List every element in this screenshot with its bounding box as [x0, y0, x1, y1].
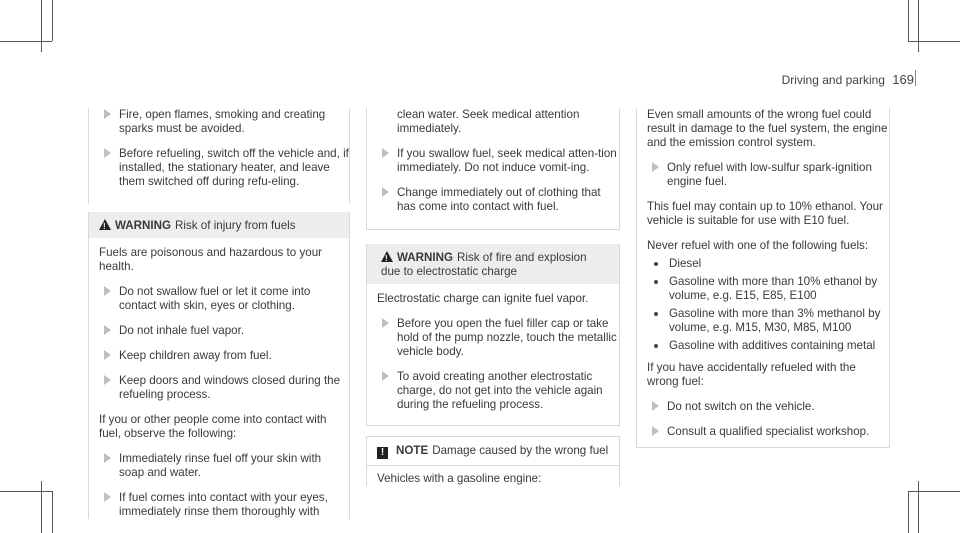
- warning-header: [89, 212, 349, 238]
- crop-mark: [908, 0, 909, 41]
- arrow-icon: [104, 148, 111, 158]
- crop-mark: [0, 491, 52, 492]
- paragraph: Even small amounts of the wrong fuel could result in damage to the fuel system, the engine and the emission control system.: [647, 108, 888, 149]
- bullet-item: Gasoline with more than 3% methanol by volume, e.g. M15, M30, M85, M100: [637, 307, 889, 335]
- arrow-icon: [104, 109, 111, 119]
- note-text: Vehicles with a gasoline engine:: [377, 472, 542, 485]
- arrow-icon: [652, 401, 659, 411]
- list-item: Before you open the fuel filler cap or take hold of the pump nozzle, touch the metallic vehicle body.: [367, 317, 619, 359]
- bullet-item: Gasoline with additives containing metal: [637, 339, 889, 353]
- section-title: Driving and parking: [781, 73, 885, 87]
- paragraph: If you have accidentally refueled with the wrong fuel:: [647, 361, 856, 388]
- note-title: Damage caused by the wrong fuel: [432, 444, 609, 457]
- list-item: Keep children away from fuel.: [89, 349, 349, 363]
- warning-header: [367, 244, 619, 284]
- arrow-icon: [652, 162, 659, 172]
- list-item: Do not swallow fuel or let it come into contact with skin, eyes or clothing.: [89, 285, 349, 313]
- list-item-continued: clean water. Seek medical attention immediately.: [397, 108, 580, 135]
- list-item: Consult a qualified specialist workshop.: [637, 425, 889, 439]
- crop-mark: [918, 0, 919, 52]
- crop-mark: [52, 0, 53, 41]
- column-3: [636, 108, 890, 448]
- warning-continuation: [88, 108, 350, 204]
- warning-label: WARNING: [397, 251, 454, 264]
- crop-mark: [41, 481, 42, 533]
- list-item: If you swallow fuel, seek medical atten-tion immediately. Do not induce vomit-ing.: [367, 147, 619, 175]
- arrow-icon: [652, 426, 659, 436]
- warning-label: WARNING: [115, 219, 172, 232]
- list-item: To avoid creating another electrostatic charge, do not get into the vehicle again during the refueling process.: [367, 370, 619, 412]
- header-divider: [915, 70, 916, 86]
- arrow-icon: [104, 325, 111, 335]
- paragraph: Never refuel with one of the following fuels:: [647, 239, 869, 252]
- note-icon: !: [377, 447, 388, 459]
- arrow-icon: [104, 286, 111, 296]
- list-item: Do not switch on the vehicle.: [637, 400, 889, 414]
- list-item: Change immediately out of clothing that has come into contact with fuel.: [367, 186, 619, 214]
- warning-intro: Fuels are poisonous and hazardous to your health.: [99, 246, 322, 273]
- bullet-icon: [654, 262, 658, 266]
- arrow-icon: [382, 371, 389, 381]
- list-item: Immediately rinse fuel off your skin with soap and water.: [89, 452, 349, 480]
- column-1: [88, 108, 350, 523]
- crop-mark: [0, 41, 52, 42]
- arrow-icon: [104, 375, 111, 385]
- crop-mark: [41, 0, 42, 52]
- warning-continuation: [366, 108, 620, 230]
- list-item: Before refueling, switch off the vehicle and, if installed, the stationary heater, and leave them switched off during refu-eling.: [89, 147, 349, 189]
- warning-icon: [381, 251, 393, 262]
- note-continuation: [636, 108, 890, 448]
- page-number: 169: [892, 72, 914, 87]
- bullet-icon: [654, 344, 658, 348]
- list-item: If fuel comes into contact with your eyes, immediately rinse them thoroughly with: [89, 491, 349, 519]
- list-item: Only refuel with low-sulfur spark-ignition engine fuel.: [637, 161, 889, 189]
- paragraph: This fuel may contain up to 10% ethanol. Your vehicle is suitable for use with E10 fuel.: [647, 200, 883, 227]
- list-item: Do not inhale fuel vapor.: [89, 324, 349, 338]
- bullet-item: Diesel: [637, 257, 889, 271]
- running-header: [782, 72, 914, 87]
- warning-box: [366, 244, 620, 426]
- warning-title: Risk of injury from fuels: [175, 219, 296, 232]
- crop-mark: [918, 481, 919, 533]
- arrow-icon: [104, 492, 111, 502]
- warning-box: [88, 212, 350, 519]
- bullet-icon: [654, 312, 658, 316]
- note-label: NOTE: [396, 444, 429, 457]
- warning-intro: Electrostatic charge can ignite fuel vapor.: [377, 292, 589, 305]
- arrow-icon: [382, 148, 389, 158]
- warning-icon: [99, 219, 111, 230]
- bullet-item: Gasoline with more than 10% ethanol by volume, e.g. E15, E85, E100: [637, 275, 889, 303]
- bullet-icon: [654, 280, 658, 284]
- warning-paragraph: If you or other people come into contact with fuel, observe the following:: [99, 413, 327, 440]
- note-header: [367, 437, 619, 465]
- note-divider: [367, 465, 619, 466]
- crop-mark: [908, 41, 960, 42]
- column-2: [366, 108, 620, 488]
- warning-title: Risk of fire and explosion due to electrostatic charge: [381, 251, 587, 278]
- arrow-icon: [104, 350, 111, 360]
- arrow-icon: [382, 318, 389, 328]
- arrow-icon: [104, 453, 111, 463]
- list-item: Fire, open flames, smoking and creating sparks must be avoided.: [89, 108, 349, 136]
- arrow-icon: [382, 187, 389, 197]
- crop-mark: [52, 491, 53, 533]
- crop-mark: [908, 491, 909, 533]
- note-box: [366, 436, 620, 486]
- list-item: Keep doors and windows closed during the refueling process.: [89, 374, 349, 402]
- crop-mark: [908, 491, 960, 492]
